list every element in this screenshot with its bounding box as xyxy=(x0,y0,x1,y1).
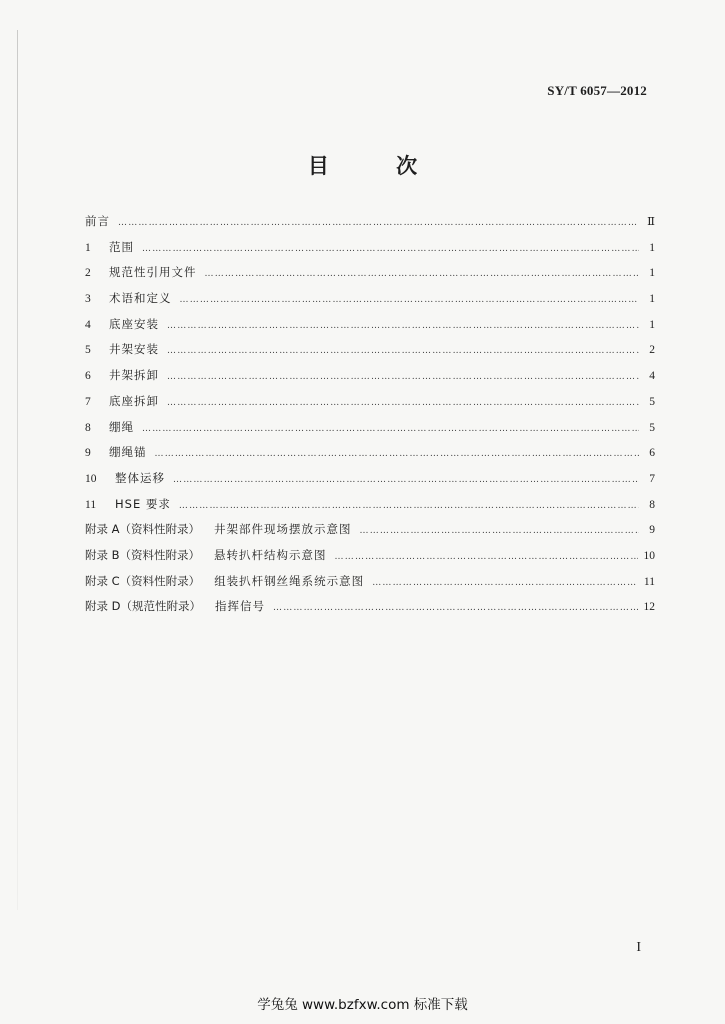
toc-entry-label: 指挥信号 xyxy=(215,599,266,614)
toc-entry[interactable] xyxy=(85,290,655,316)
toc-entry-label: 规范性引用文件 xyxy=(109,265,197,280)
page-title: 目 次 xyxy=(307,154,448,178)
toc-entry-number: 6 xyxy=(85,370,91,383)
standard-number: SY/T 6057—2012 xyxy=(547,83,647,98)
toc-leader-dots xyxy=(335,552,638,562)
toc-leader-dots xyxy=(179,501,639,511)
toc-entry[interactable] xyxy=(85,367,655,393)
toc-entry-number: 10 xyxy=(85,472,97,485)
toc-entry-page: 5 xyxy=(649,395,655,408)
toc-leader-dots xyxy=(360,526,639,536)
toc-entry-page: 4 xyxy=(649,370,655,383)
toc-entry-label: 井架拆卸 xyxy=(109,368,159,383)
toc-leader-dots xyxy=(167,346,639,356)
toc-entry[interactable] xyxy=(85,496,655,522)
toc-entry[interactable] xyxy=(85,598,655,624)
toc-entry-number: 9 xyxy=(85,447,91,460)
toc-entry[interactable] xyxy=(85,419,655,445)
toc-entry-number: 1 xyxy=(85,241,91,254)
toc-entry-page: 5 xyxy=(649,421,655,434)
toc-entry-number: 4 xyxy=(85,318,91,331)
toc-entry[interactable] xyxy=(85,470,655,496)
toc-entry-label: 前言 xyxy=(85,214,110,228)
toc-entry-page: 1 xyxy=(649,318,655,331)
toc-entry-page: Ⅱ xyxy=(647,216,655,228)
toc-entry-page: 11 xyxy=(643,575,655,588)
toc-entry[interactable] xyxy=(85,213,655,239)
toc-entry-label: 组装扒杆钢丝绳系统示意图 xyxy=(214,573,365,588)
toc-entry-page: 1 xyxy=(649,293,655,306)
toc-leader-dots xyxy=(205,269,640,279)
toc-entry-page: 10 xyxy=(643,549,655,562)
toc-leader-dots xyxy=(180,295,640,305)
watermark-text: 学兔兔 www.bzfxw.com 标准下载 xyxy=(257,997,468,1013)
toc-entry-label: 术语和定义 xyxy=(109,291,172,306)
toc-leader-dots xyxy=(167,398,639,408)
toc-entry-page: 2 xyxy=(649,344,655,357)
toc-entry-page: 7 xyxy=(649,472,655,485)
toc-entry-number: 3 xyxy=(85,293,91,306)
toc-leader-dots xyxy=(142,424,639,434)
toc-leader-dots xyxy=(142,244,639,254)
toc-entry-page: 6 xyxy=(649,447,655,460)
toc-leader-dots xyxy=(372,578,638,588)
toc-entry-number: 附录 C（资料性附录） xyxy=(85,573,201,588)
page-folio: I xyxy=(636,940,641,955)
table-of-contents xyxy=(85,213,655,624)
toc-entry-label: 井架安装 xyxy=(109,342,159,357)
toc-entry[interactable] xyxy=(85,239,655,265)
toc-entry[interactable] xyxy=(85,316,655,342)
toc-leader-dots xyxy=(273,603,637,613)
toc-entry-label: 悬转扒杆结构示意图 xyxy=(214,547,327,562)
toc-leader-dots xyxy=(167,321,639,331)
toc-entry[interactable] xyxy=(85,393,655,419)
toc-entry[interactable] xyxy=(85,521,655,547)
toc-entry-number: 2 xyxy=(85,267,91,280)
toc-leader-dots xyxy=(167,372,639,382)
toc-entry[interactable] xyxy=(85,341,655,367)
toc-entry-label: HSE 要求 xyxy=(115,496,171,511)
toc-entry-page: 1 xyxy=(649,241,655,254)
toc-entry-label: 整体运移 xyxy=(115,470,165,485)
toc-entry-number: 附录 A（资料性附录） xyxy=(85,522,201,537)
toc-entry-page: 8 xyxy=(649,498,655,511)
toc-entry-number: 5 xyxy=(85,344,91,357)
toc-entry-number: 7 xyxy=(85,395,91,408)
toc-entry[interactable] xyxy=(85,547,655,573)
toc-leader-dots xyxy=(173,475,639,485)
toc-entry[interactable] xyxy=(85,264,655,290)
toc-entry[interactable] xyxy=(85,444,655,470)
toc-entry-label: 绷绳 xyxy=(109,419,134,434)
toc-entry-page: 12 xyxy=(643,601,655,614)
toc-entry-number: 附录 B（资料性附录） xyxy=(85,547,201,562)
toc-entry-label: 井架部件现场摆放示意图 xyxy=(214,522,352,537)
toc-entry-number: 8 xyxy=(85,421,91,434)
toc-entry[interactable] xyxy=(85,573,655,599)
toc-entry-label: 范围 xyxy=(109,239,134,254)
toc-leader-dots xyxy=(118,218,639,228)
toc-entry-label: 底座拆卸 xyxy=(109,393,159,408)
toc-entry-number: 附录 D（规范性附录） xyxy=(85,599,202,614)
toc-entry-page: 1 xyxy=(649,267,655,280)
toc-entry-page: 9 xyxy=(649,524,655,537)
toc-entry-label: 绷绳锚 xyxy=(109,445,147,460)
toc-leader-dots xyxy=(155,449,640,459)
toc-entry-number: 11 xyxy=(85,498,97,511)
toc-entry-label: 底座安装 xyxy=(109,316,159,331)
